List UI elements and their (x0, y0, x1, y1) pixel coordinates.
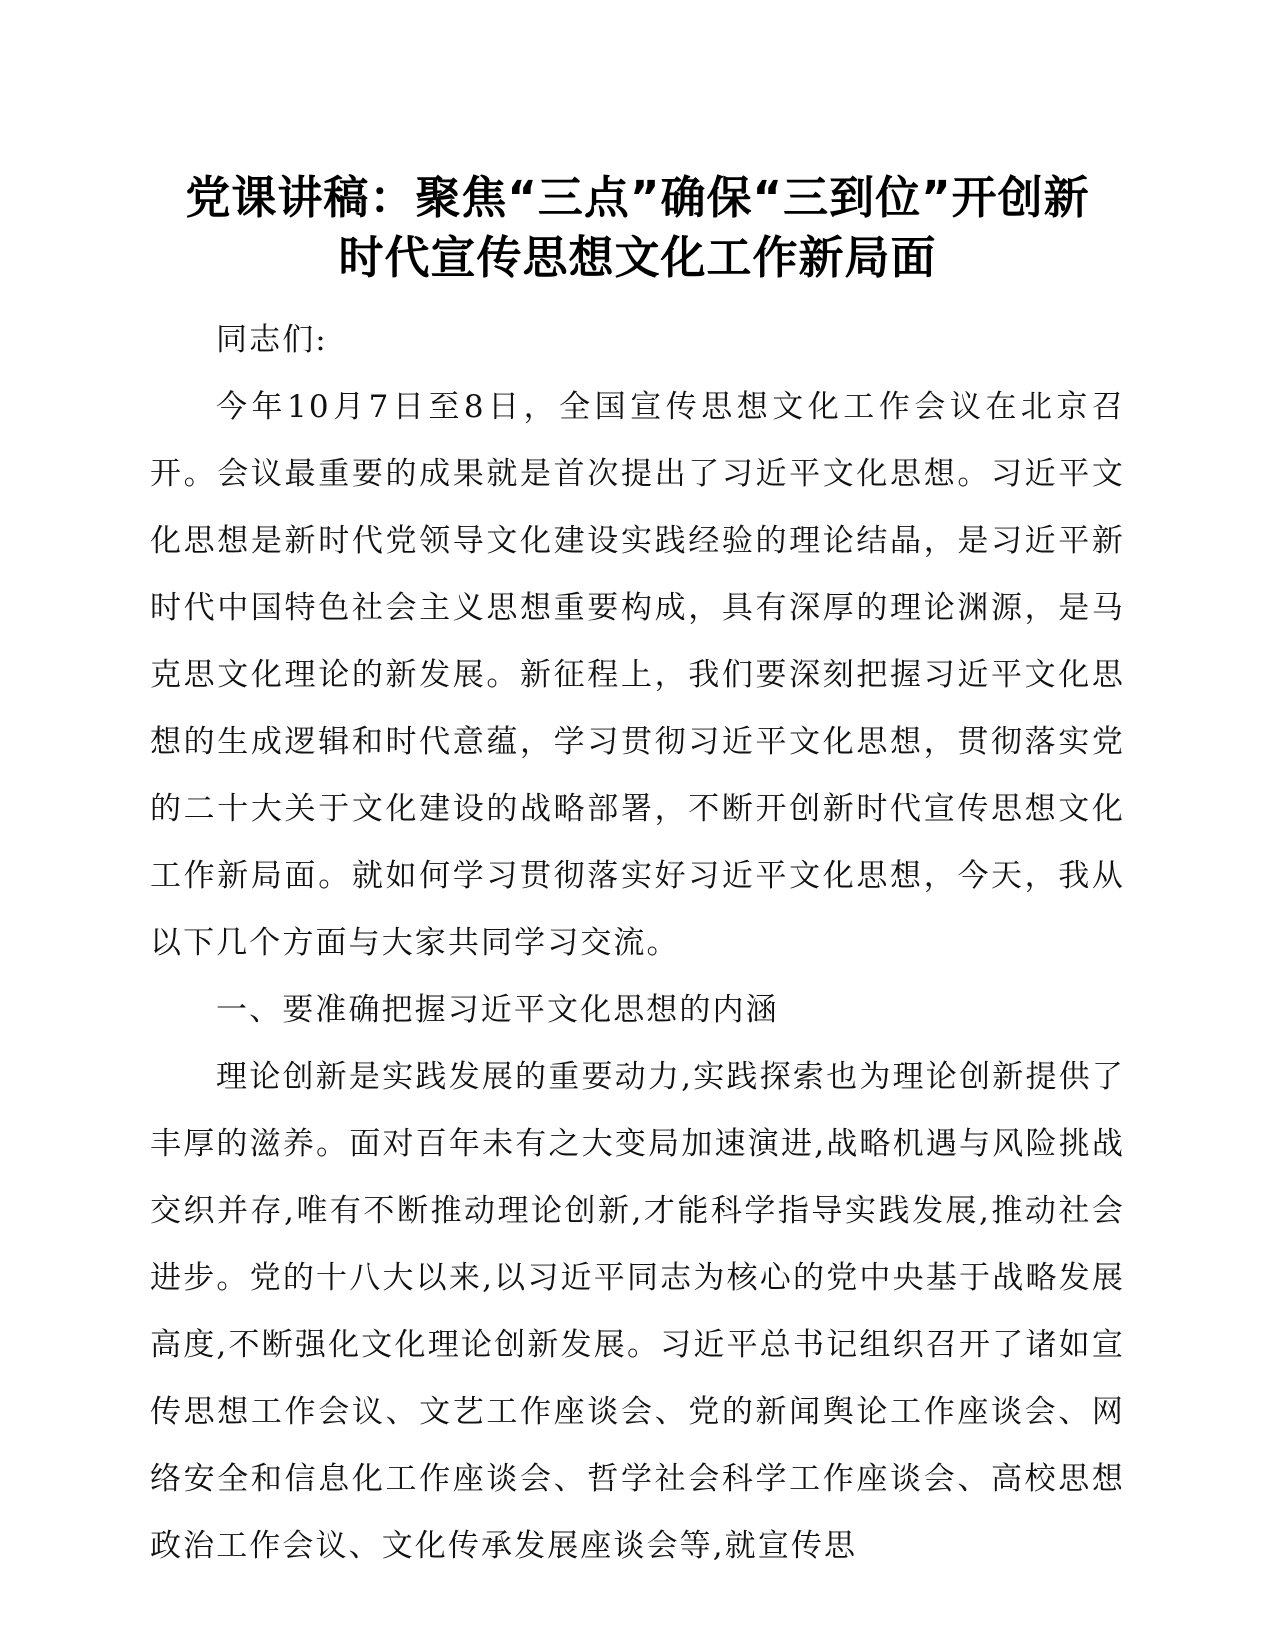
document-body (150, 307, 1125, 1580)
intro-paragraph: 今年10月7日至8日，全国宣传思想文化工作会议在北京召开。会议最重要的成果就是首次提出了习近平文化思想。习近平文化思想是新时代党领导文化建设实践经验的理论结晶，是习近平新时代中国特色社会主义思想重要构成，具有深厚的理论渊源，是马克思文化理论的新发展。新征程上，我们要深刻把握习近平文化思想的生成逻辑和时代意蕴，学习贯彻习近平文化思想，贯彻落实党的二十大关于文化建设的战略部署，不断开创新时代宣传思想文化工作新局面。就如何学习贯彻落实好习近平文化思想，今天，我从以下几个方面与大家共同学习交流。 (150, 389, 1125, 961)
salutation-paragraph: 同志们: (216, 322, 328, 358)
title-line-2: 时代宣传思想文化工作新局面 (338, 231, 937, 284)
title-line-1: 党课讲稿：聚焦“三点”确保“三到位”开创新 (185, 171, 1090, 224)
section-heading: 一、要准确把握习近平文化思想的内涵 (216, 992, 779, 1028)
document-title (150, 168, 1125, 288)
body-paragraph: 理论创新是实践发展的重要动力,实践探索也为理论创新提供了丰厚的滋养。面对百年未有之大变局加速演进,战略机遇与风险挑战交织并存,唯有不断推动理论创新,才能科学指导实践发展,推动社会进步。党的十八大以来,以习近平同志为核心的党中央基于战略发展高度,不断强化文化理论创新发展。习近平总书记组织召开了诸如宣传思想工作会议、文艺工作座谈会、党的新闻舆论工作座谈会、网络安全和信息化工作座谈会、哲学社会科学工作座谈会、高校思想政治工作会议、文化传承发展座谈会等,就宣传思 (150, 1059, 1125, 1564)
